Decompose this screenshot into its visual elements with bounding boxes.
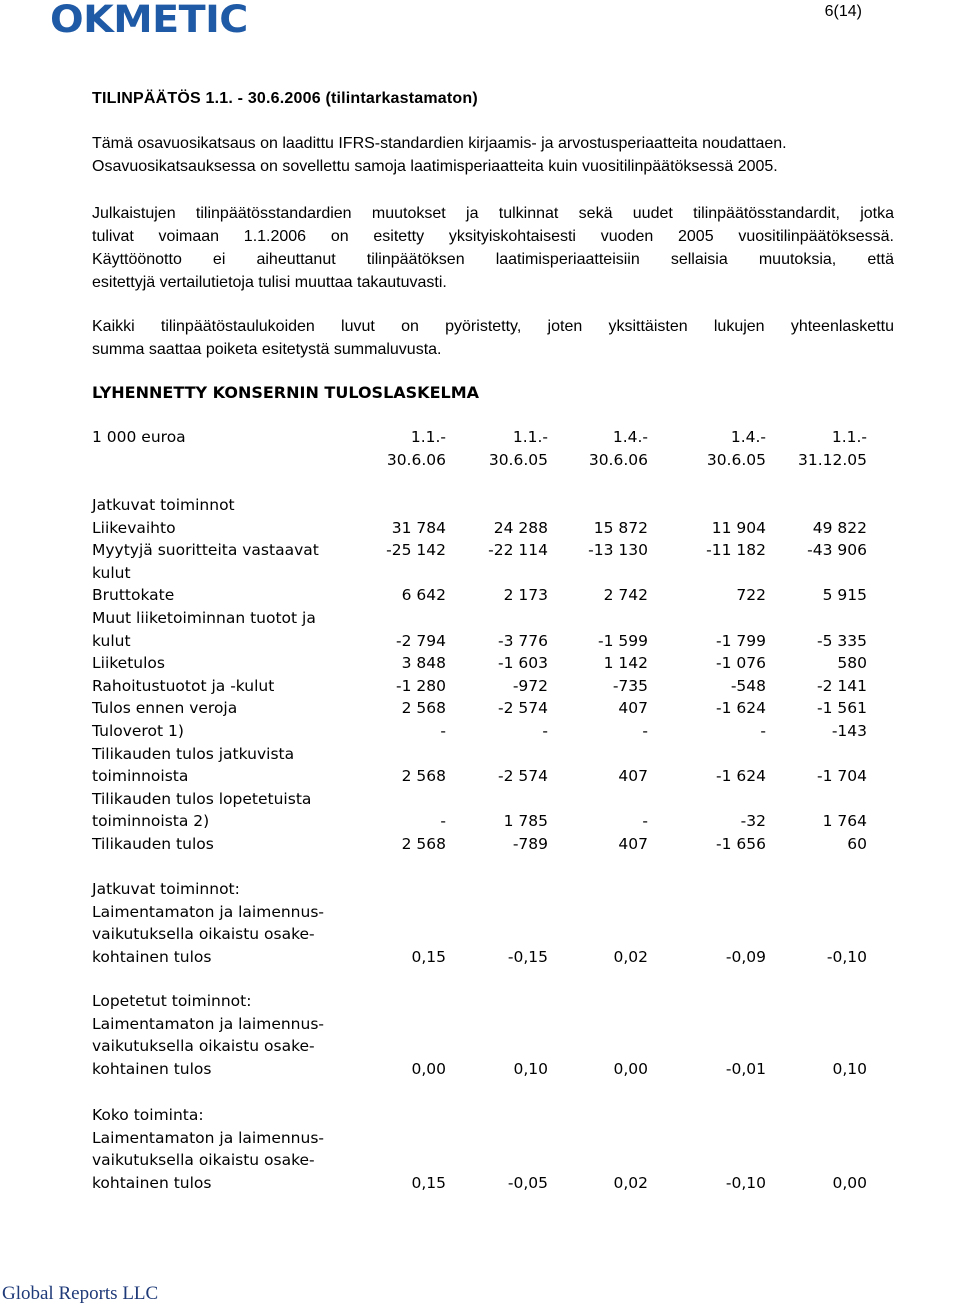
paragraph-line: Tämä osavuosikatsaus on laadittu IFRS-standardien kirjaamis- ja arvostusperiaatteita noudattaen. [92,135,787,152]
eps-value: -0,01 [725,1059,766,1078]
row-value: -1 280 [396,676,446,695]
row-label: Tuloverot 1) [92,722,184,740]
row-value: 1 764 [822,812,867,831]
document-title: TILINPÄÄTÖS 1.1. - 30.6.2006 (tilintarkastamaton) [92,90,478,107]
row-value: -25 142 [386,541,446,560]
eps-value: 0,02 [613,947,648,966]
eps-value: -0,09 [725,947,766,966]
eps-value: 0,02 [613,1173,648,1192]
row-value: -789 [512,835,548,853]
row-value: -2 141 [817,676,867,695]
eps-value: 0,00 [411,1059,446,1078]
row-value: - [642,722,648,740]
row-value: -11 182 [706,541,766,560]
row-value: -43 906 [807,541,867,560]
row-value: -3 776 [498,631,548,650]
row-label: Liiketulos [92,654,165,673]
row-value: -2 574 [498,767,548,786]
eps-value: -0,05 [507,1173,548,1192]
row-value: 407 [618,767,648,786]
paragraph-line: esitettyjä vertailutietoja tulisi muuttaa takautuvasti. [92,274,447,291]
eps-label-line: Lopetetut toiminnot: [92,992,252,1010]
eps-value: -0,10 [725,1173,766,1192]
row-label: Jatkuvat toiminnot [92,496,235,514]
eps-value: 0,15 [411,947,446,966]
column-header-end: 30.6.05 [706,450,766,469]
row-value: 407 [618,835,648,853]
row-value: 2 742 [603,586,648,605]
row-value: -1 561 [817,699,867,718]
row-value: -548 [730,676,766,695]
row-value: -972 [512,676,548,695]
row-value: 1 142 [603,654,648,673]
row-value: - [642,812,648,831]
paragraph-rounding [92,315,894,361]
row-value: -2 574 [498,699,548,718]
row-label: Myytyjä suoritteita vastaavat [92,541,319,560]
row-label: Tilikauden tulos lopetetuista [92,789,312,808]
row-value: 15 872 [593,518,648,537]
eps-label-line: kohtainen tulos [92,1173,212,1192]
row-value: 11 904 [711,518,766,537]
row-value: 2 568 [401,699,446,718]
row-value: - [760,722,766,740]
row-label: Tilikauden tulos jatkuvista [92,744,295,763]
row-value: 49 822 [812,518,867,537]
row-label: Bruttokate [92,586,175,605]
row-label: Muut liiketoiminnan tuotot ja [92,609,316,627]
eps-value: -0,10 [826,947,867,966]
eps-label-line: vaikutuksella oikaistu osake- [92,925,315,944]
row-label: Tulos ennen veroja [92,699,238,718]
eps-label-line: vaikutuksella oikaistu osake- [92,1151,315,1170]
eps-label-line: Jatkuvat toiminnot: [92,880,240,898]
row-value: 6 642 [401,586,446,605]
eps-value: 0,15 [411,1173,446,1192]
eps-label-line: Laimentamaton ja laimennus- [92,1128,325,1147]
eps-value: 0,10 [832,1059,867,1078]
row-value: 1 785 [503,812,548,831]
paragraph-line: summa saattaa poiketa esitetystä summaluvusta. [92,341,442,358]
eps-label-line: Laimentamaton ja laimennus- [92,902,325,921]
paragraph-line: Kaikki tilinpäätöstaulukoiden luvut on pyöristetty, joten yksittäisten lukujen yhteenlaskettu [92,318,894,335]
row-value: -5 335 [817,631,867,650]
column-header-start: 1.1.- [410,428,446,446]
paragraph-line: tulivat voimaan 1.1.2006 on esitetty yksityiskohtaisesti vuoden 2005 vuositilinpäätöksessä. [92,228,894,245]
row-value: -1 704 [817,767,867,786]
column-header-start: 1.1.- [512,428,548,446]
paragraph-line: Julkaistujen tilinpäätösstandardien muutokset ja tulkinnat sekä uudet tilinpäätösstandardit, jotka [92,205,894,222]
row-value: -735 [612,676,648,695]
row-value: 3 848 [401,654,446,673]
row-label: kulut [92,563,131,582]
column-header-end: 30.6.05 [488,450,548,469]
row-value: -1 624 [716,767,766,786]
paragraph-line: Käyttöönotto ei aiheuttanut tilinpäätöksen laatimisperiaatteisiin sellaisia muutoksia, että [92,251,894,268]
eps-label-line: vaikutuksella oikaistu osake- [92,1037,315,1056]
row-value: -2 794 [396,631,446,650]
page-number: 6(14) [824,3,862,20]
row-label: Tilikauden tulos [92,835,214,853]
eps-label-line: kohtainen tulos [92,1059,212,1078]
row-value: -1 656 [716,835,766,853]
row-value: -1 799 [716,631,766,650]
row-value: 2 568 [401,767,446,786]
column-header-end: 30.6.06 [386,450,446,469]
eps-value: 0,10 [513,1059,548,1078]
eps-label-line: kohtainen tulos [92,947,212,966]
row-value: -1 603 [498,654,548,673]
row-value: - [440,722,446,740]
section-title: LYHENNETTY KONSERNIN TULOSLASKELMA [92,383,480,402]
row-value: -32 [740,812,766,831]
row-value: 5 915 [822,586,867,605]
row-value: -1 076 [716,654,766,673]
eps-label-line: Laimentamaton ja laimennus- [92,1014,325,1033]
paragraph-line: Osavuosikatsauksessa on sovellettu samoja laatimisperiaatteita kuin vuositilinpäätöksessä 2005. [92,158,778,175]
row-value: 2 173 [503,586,548,605]
row-value: 722 [736,586,766,605]
company-logo: OKMETIC [50,0,248,41]
row-value: -1 599 [598,631,648,650]
row-label: Liikevaihto [92,518,176,537]
column-header-start: 1.4.- [730,428,766,446]
row-value: -13 130 [588,541,648,560]
column-header-end: 31.12.05 [797,450,867,469]
paragraph-standards [92,202,894,294]
row-value: 24 288 [493,518,548,537]
eps-value: -0,15 [507,947,548,966]
row-label: toiminnoista [92,767,189,786]
row-value: 2 568 [401,835,446,853]
row-value: -1 624 [716,699,766,718]
row-value: -22 114 [488,541,548,560]
row-value: - [542,722,548,740]
row-value: 60 [847,835,867,853]
eps-value: 0,00 [613,1059,648,1078]
paragraph-ifrs [92,132,872,178]
row-value: 580 [837,654,867,673]
row-label: kulut [92,631,131,650]
row-value: 31 784 [391,518,446,537]
row-label: Rahoitustuotot ja -kulut [92,676,275,695]
row-value: 407 [618,699,648,718]
eps-label-line: Koko toiminta: [92,1106,204,1124]
row-value: -143 [831,722,867,740]
column-header-start: 1.4.- [612,428,648,446]
row-value: - [440,812,446,831]
eps-value: 0,00 [832,1173,867,1192]
row-label: toiminnoista 2) [92,812,210,831]
column-header-end: 30.6.06 [588,450,648,469]
footer-text: Global Reports LLC [2,1283,159,1304]
column-header-start: 1.1.- [831,428,867,446]
unit-label: 1 000 euroa [92,428,186,446]
